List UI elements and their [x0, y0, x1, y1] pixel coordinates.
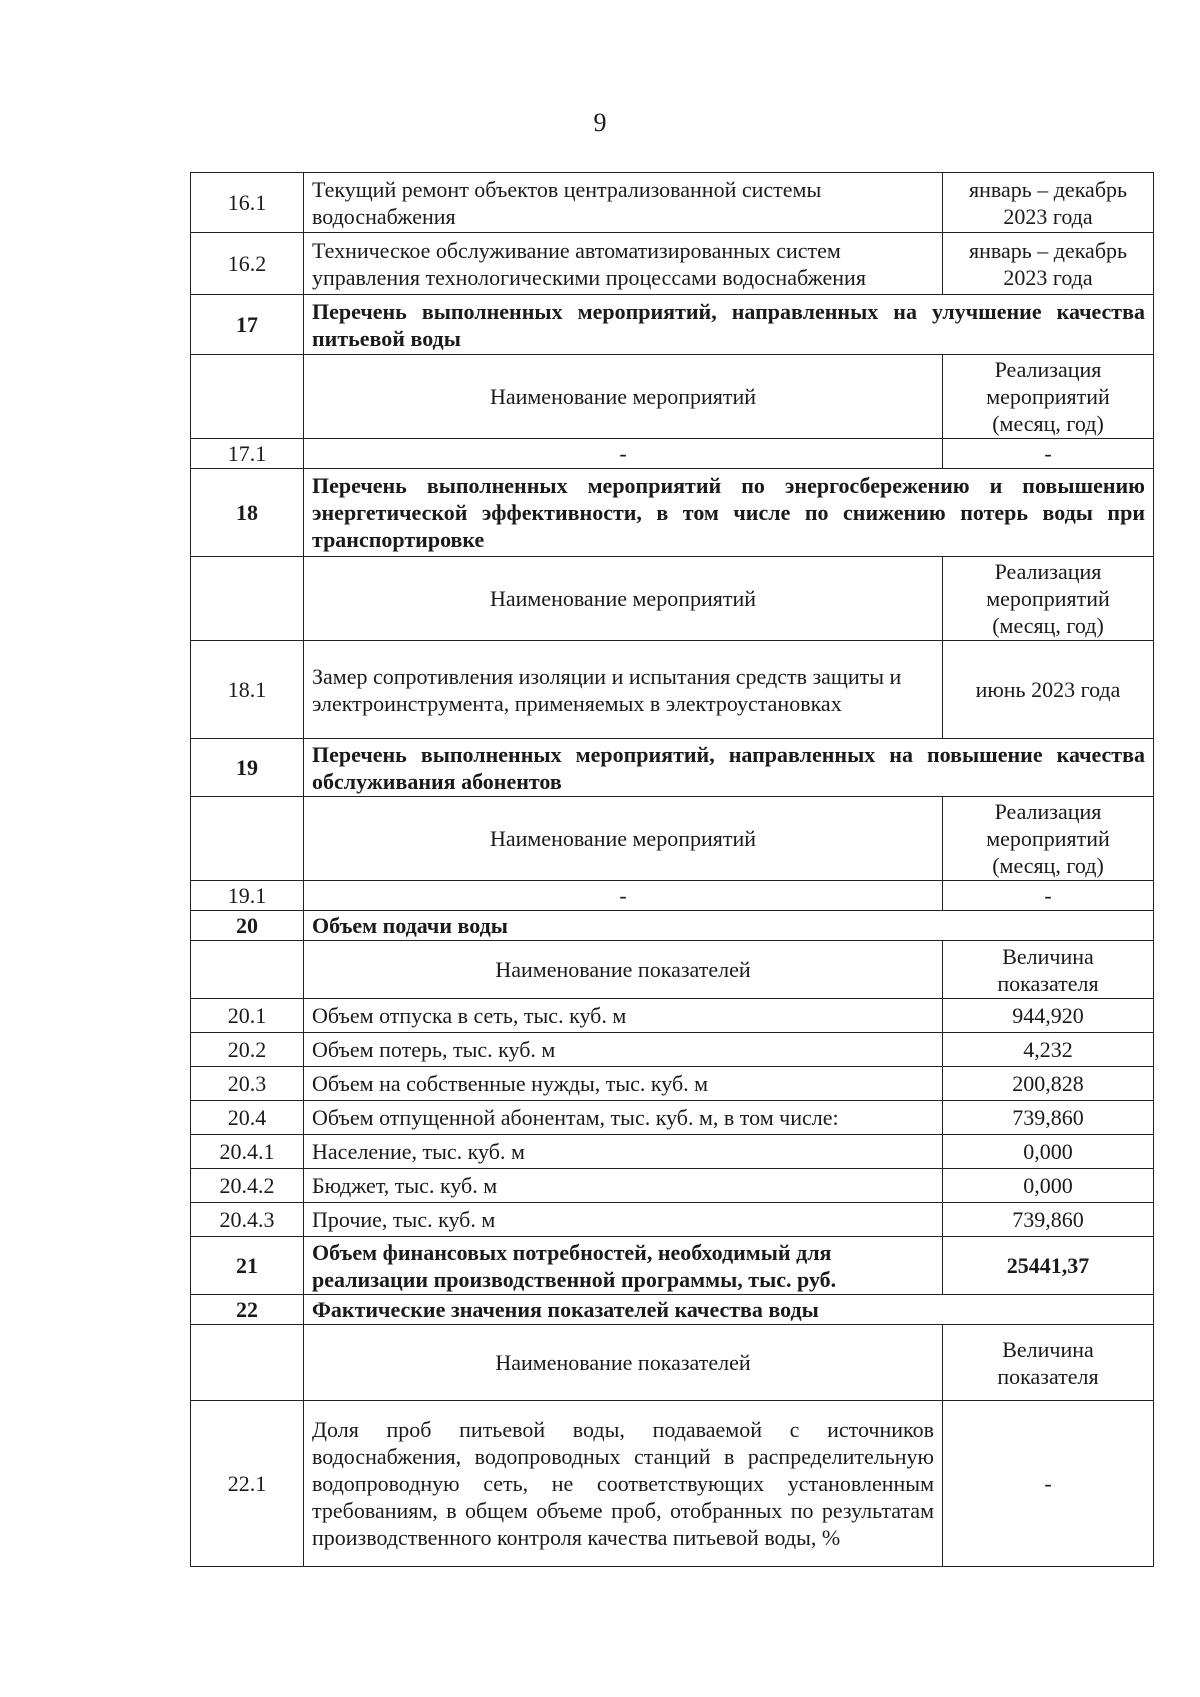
row-value: 739,860: [943, 1203, 1154, 1237]
table-row: [191, 1169, 1154, 1203]
row-number: 20.4.1: [191, 1135, 304, 1169]
table-row: [191, 881, 1154, 911]
table-row: [191, 1135, 1154, 1169]
row-name: Население, тыс. куб. м: [304, 1135, 943, 1169]
section-value: 25441,37: [943, 1237, 1154, 1295]
row-name: Объем отпущенной абонентам, тыс. куб. м, в том числе:: [304, 1101, 943, 1135]
row-name: Прочие, тыс. куб. м: [304, 1203, 943, 1237]
section-row: [191, 469, 1154, 557]
header-row: [191, 355, 1154, 439]
empty-cell: [191, 797, 304, 881]
row-number: 20.1: [191, 999, 304, 1033]
column-header-value: Реализация мероприятий (месяц, год): [943, 797, 1154, 881]
row-value: -: [943, 1401, 1154, 1567]
row-name: -: [304, 881, 943, 911]
row-number: 20.4: [191, 1101, 304, 1135]
row-number: 18.1: [191, 641, 304, 739]
section-title: Перечень выполненных мероприятий, направленных на повышение качества обслуживания абонентов: [304, 739, 1154, 797]
section-title: Перечень выполненных мероприятий по энергосбережению и повышению энергетической эффективности, в том числе по снижению потерь воды при транспортировке: [304, 469, 1154, 557]
empty-cell: [191, 557, 304, 641]
row-name: Бюджет, тыс. куб. м: [304, 1169, 943, 1203]
table-row: [191, 1101, 1154, 1135]
section-number: 18: [191, 469, 304, 557]
empty-cell: [191, 941, 304, 999]
section-row: [191, 1295, 1154, 1325]
row-number: 19.1: [191, 881, 304, 911]
column-header-name: Наименование мероприятий: [304, 557, 943, 641]
column-header-value: Величина показателя: [943, 941, 1154, 999]
row-value: январь – декабрь 2023 года: [943, 173, 1154, 233]
table-row: [191, 439, 1154, 469]
column-header-name: Наименование мероприятий: [304, 355, 943, 439]
row-value: 0,000: [943, 1135, 1154, 1169]
section-title: Фактические значения показателей качества воды: [304, 1295, 1154, 1325]
row-name: Доля проб питьевой воды, подаваемой с источников водоснабжения, водопроводных станций в распределительную водопроводную сеть, не соответствующих установленным требованиям, в общем объеме проб, отобранных по результатам производственного контроля качества питьевой воды, %: [304, 1401, 943, 1567]
page-number: 9: [593, 108, 607, 137]
row-name: Замер сопротивления изоляции и испытания средств защиты и электроинструмента, применяемых в электроустановках: [304, 641, 943, 739]
header-row: [191, 1325, 1154, 1401]
table-row: [191, 173, 1154, 233]
row-name: Техническое обслуживание автоматизированных систем управления технологическими процессами водоснабжения: [304, 233, 943, 295]
table-row: [191, 1203, 1154, 1237]
row-value: -: [943, 439, 1154, 469]
row-value: 0,000: [943, 1169, 1154, 1203]
production-program-table: [190, 172, 1154, 1567]
table-row: [191, 1033, 1154, 1067]
header-row: [191, 557, 1154, 641]
row-value: январь – декабрь 2023 года: [943, 233, 1154, 295]
section-row: [191, 1237, 1154, 1295]
table-row: [191, 233, 1154, 295]
row-number: 20.4.3: [191, 1203, 304, 1237]
section-number: 19: [191, 739, 304, 797]
section-title: Объем подачи воды: [304, 911, 1154, 941]
section-number: 21: [191, 1237, 304, 1295]
table-row: [191, 641, 1154, 739]
table-row: [191, 1401, 1154, 1567]
row-number: 20.4.2: [191, 1169, 304, 1203]
header-row: [191, 797, 1154, 881]
row-number: 17.1: [191, 439, 304, 469]
row-value: 4,232: [943, 1033, 1154, 1067]
column-header-name: Наименование показателей: [304, 941, 943, 999]
column-header-value: Реализация мероприятий (месяц, год): [943, 557, 1154, 641]
header-row: [191, 941, 1154, 999]
section-title: Перечень выполненных мероприятий, направленных на улучшение качества питьевой воды: [304, 295, 1154, 355]
empty-cell: [191, 1325, 304, 1401]
row-name: Объем потерь, тыс. куб. м: [304, 1033, 943, 1067]
row-number: 20.2: [191, 1033, 304, 1067]
table-row: [191, 999, 1154, 1033]
section-number: 22: [191, 1295, 304, 1325]
section-number: 20: [191, 911, 304, 941]
row-number: 20.3: [191, 1067, 304, 1101]
column-header-name: Наименование показателей: [304, 1325, 943, 1401]
row-name: Объем на собственные нужды, тыс. куб. м: [304, 1067, 943, 1101]
column-header-name: Наименование мероприятий: [304, 797, 943, 881]
row-value: 739,860: [943, 1101, 1154, 1135]
empty-cell: [191, 355, 304, 439]
table-row: [191, 1067, 1154, 1101]
section-number: 17: [191, 295, 304, 355]
section-row: [191, 739, 1154, 797]
section-title: Объем финансовых потребностей, необходимый для реализации производственной программы, тыс. руб.: [304, 1237, 943, 1295]
row-number: 16.2: [191, 233, 304, 295]
row-value: 200,828: [943, 1067, 1154, 1101]
row-number: 22.1: [191, 1401, 304, 1567]
column-header-value: Реализация мероприятий (месяц, год): [943, 355, 1154, 439]
row-value: 944,920: [943, 999, 1154, 1033]
row-value: июнь 2023 года: [943, 641, 1154, 739]
row-name: Текущий ремонт объектов централизованной системы водоснабжения: [304, 173, 943, 233]
row-value: -: [943, 881, 1154, 911]
row-name: Объем отпуска в сеть, тыс. куб. м: [304, 999, 943, 1033]
section-row: [191, 911, 1154, 941]
column-header-value: Величина показателя: [943, 1325, 1154, 1401]
section-row: [191, 295, 1154, 355]
row-name: -: [304, 439, 943, 469]
row-number: 16.1: [191, 173, 304, 233]
